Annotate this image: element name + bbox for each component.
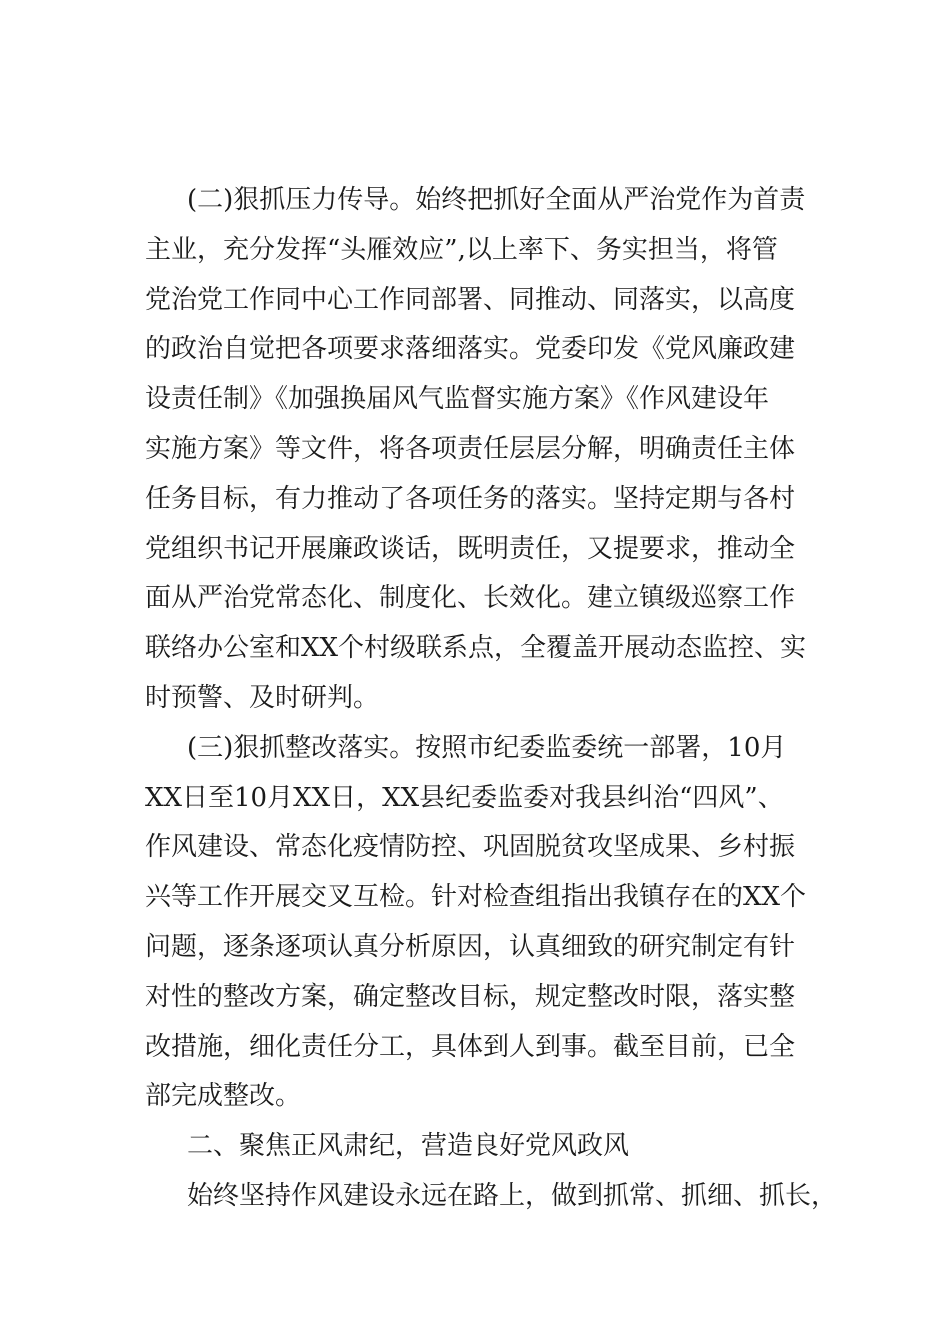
text-line: 面从严治党常态化、制度化、长效化。建立镇级巡察工作	[145, 583, 796, 614]
text-line: XX日至10月XX日，XX县纪委监委对我县纠治“四风”、	[145, 782, 784, 813]
text-line: 问题，逐条逐项认真分析原因，认真细致的研究制定有针	[145, 931, 796, 962]
text-line: 设责任制》《加强换届风气监督实施方案》《作风建设年	[145, 384, 770, 415]
text-line: 时预警、及时研判。	[145, 682, 380, 713]
text-line: 党组织书记开展廉政谈话，既明责任，又提要求，推动全	[145, 533, 796, 564]
body-text	[145, 176, 845, 1222]
text-line: 联络办公室和XX个村级联系点，全覆盖开展动态监控、实	[145, 633, 807, 664]
text-line: 党治党工作同中心工作同部署、同推动、同落实，以高度	[145, 284, 796, 315]
text-line: (三)狠抓整改落实。按照市纪委监委统一部署，10月	[187, 732, 787, 763]
text-line: 任务目标，有力推动了各项任务的落实。坚持定期与各村	[145, 483, 796, 514]
text-line: 部完成整改。	[145, 1081, 302, 1112]
text-line: 实施方案》等文件，将各项责任层层分解，明确责任主体	[145, 433, 796, 464]
text-line: 作风建设、常态化疫情防控、巩固脱贫攻坚成果、乡村振	[145, 832, 796, 863]
section-heading: 二、聚焦正风肃纪，营造良好党风政风	[187, 1131, 630, 1162]
text-line: 兴等工作开展交叉互检。针对检查组指出我镇存在的XX个	[145, 882, 807, 913]
text-line: (二)狠抓压力传导。始终把抓好全面从严治党作为首责	[187, 185, 806, 215]
text-line: 的政治自觉把各项要求落细落实。党委印发《党风廉政建	[145, 334, 796, 365]
text-line: 改措施，细化责任分工，具体到人到事。截至目前，已全	[145, 1031, 796, 1062]
text-line: 主业，充分发挥“头雁效应”,以上率下、务实担当，将管	[145, 234, 778, 265]
text-line: 对性的整改方案，确定整改目标，规定整改时限，落实整	[145, 981, 796, 1012]
text-line: 始终坚持作风建设永远在路上，做到抓常、抓细、抓长，	[187, 1180, 838, 1211]
